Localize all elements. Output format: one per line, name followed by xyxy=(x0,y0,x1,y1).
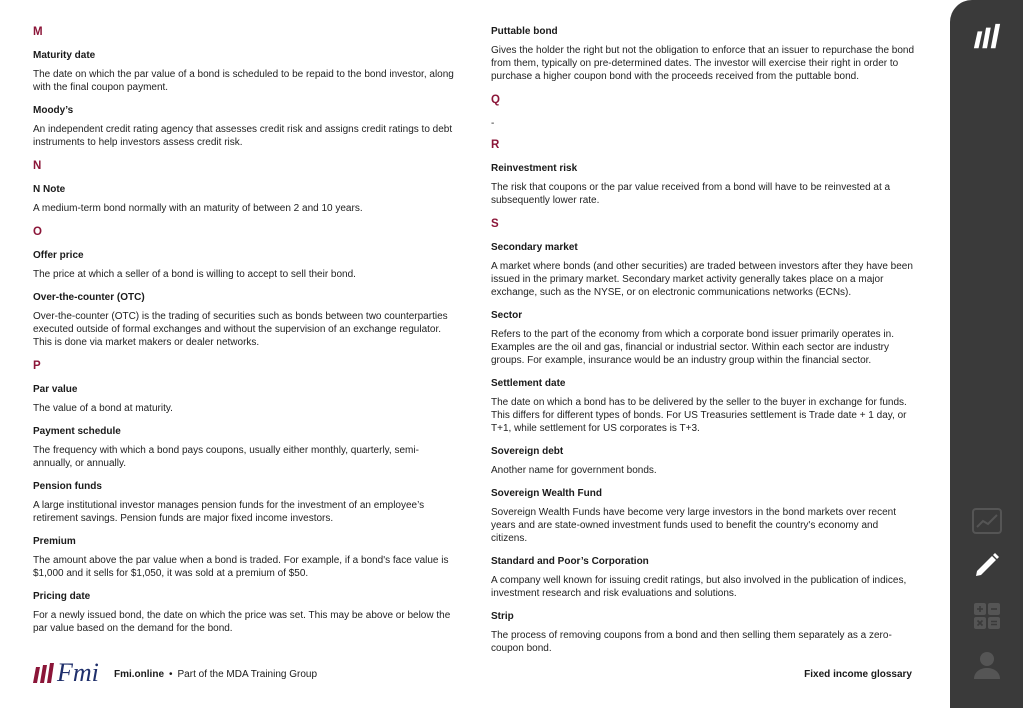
def-payment-schedule: The frequency with which a bond pays coupons, usually either monthly, quarterly, semi-annually, or annually. xyxy=(33,445,419,469)
section-letter-p: P xyxy=(33,360,41,372)
def-sovereign-debt: Another name for government bonds. xyxy=(491,465,657,476)
footer-dot: • xyxy=(169,669,173,680)
term-sector: Sector xyxy=(491,310,523,321)
def-par-value: The value of a bond at maturity. xyxy=(33,403,173,414)
term-moodys: Moody’s xyxy=(33,105,74,116)
right-column xyxy=(491,25,916,665)
footer-tagline: Part of the MDA Training Group xyxy=(177,669,318,680)
left-column xyxy=(33,25,458,645)
user-icon[interactable] xyxy=(972,650,1002,680)
def-secondary-market: A market where bonds (and other securities) are traded between investors after they have been issued in the primary market. Secondary market activity generally takes place on a major exchange, such as the NYSE, or on electronic communications networks (ECNs). xyxy=(491,261,913,298)
term-payment-schedule: Payment schedule xyxy=(33,426,121,437)
term-par-value: Par value xyxy=(33,384,78,395)
section-letter-m: M xyxy=(33,26,43,38)
section-letter-r: R xyxy=(491,139,500,151)
term-reinvestment-risk: Reinvestment risk xyxy=(491,163,578,174)
term-pricing-date: Pricing date xyxy=(33,591,91,602)
chart-icon[interactable] xyxy=(972,506,1002,536)
def-settlement-date: The date on which a bond has to be delivered by the seller to the buyer in exchange for funds. This differs for different types of bonds. For US Treasuries settlement is Trade date + 1 day, or T+1, while settlement for US corporates is T+3. xyxy=(491,397,907,434)
term-n-note: N Note xyxy=(33,184,66,195)
fmi-logo-text: Fmi xyxy=(57,658,99,687)
term-puttable-bond: Puttable bond xyxy=(491,26,558,37)
fmi-logo xyxy=(30,660,99,686)
def-moodys: An independent credit rating agency that assesses credit risk and assigns credit ratings to debt instruments to help investors assess credit risk. xyxy=(33,124,453,148)
section-letter-o: O xyxy=(33,226,42,238)
footer-site: Fmi.online xyxy=(114,669,164,680)
def-pension-funds: A large institutional investor manages pension funds for the investment of an employee’s retirement savings. Pension funds are major fixed income investors. xyxy=(33,500,425,524)
def-puttable-bond: Gives the holder the right but not the obligation to enforce that an issuer to repurchase the bond from them, typically on pre-determined dates. The investor will exercise their right in order to purchase a higher coupon bond with the proceeds received from the puttable bond. xyxy=(491,45,915,82)
section-letter-n: N xyxy=(33,160,42,172)
def-standard-and-poors: A company well known for issuing credit ratings, but also involved in the publication of indices, investment research and risk evaluations and solutions. xyxy=(491,575,907,599)
term-otc: Over-the-counter (OTC) xyxy=(33,292,145,303)
term-standard-and-poors: Standard and Poor’s Corporation xyxy=(491,556,649,567)
term-maturity-date: Maturity date xyxy=(33,50,96,61)
brand-logo-icon[interactable] xyxy=(972,22,1002,52)
term-strip: Strip xyxy=(491,611,514,622)
def-strip: The process of removing coupons from a bond and then selling them separately as a zero-coupon bond. xyxy=(491,630,892,654)
fmi-logo-bars-icon xyxy=(30,663,54,683)
def-premium: The amount above the par value when a bond is traded. For example, if a bond's face value is $1,000 and it sells for $1,050, it was sold at a premium of $50. xyxy=(33,555,449,579)
calculator-icon[interactable] xyxy=(972,601,1002,631)
def-reinvestment-risk: The risk that coupons or the par value received from a bond will have to be reinvested at a subsequently lower rate. xyxy=(491,182,891,206)
term-sovereign-wealth-fund: Sovereign Wealth Fund xyxy=(491,488,602,499)
def-sovereign-wealth-fund: Sovereign Wealth Funds have become very large investors in the bond markets over recent years and are state-owned investment funds used to benefit the country's economy and citizens. xyxy=(491,507,897,544)
section-letter-s: S xyxy=(491,218,499,230)
page-footer xyxy=(30,660,912,690)
footer-doc-title: Fixed income glossary xyxy=(804,669,912,680)
term-secondary-market: Secondary market xyxy=(491,242,578,253)
term-pension-funds: Pension funds xyxy=(33,481,102,492)
section-letter-q: Q xyxy=(491,94,500,106)
term-sovereign-debt: Sovereign debt xyxy=(491,446,564,457)
def-maturity-date: The date on which the par value of a bond is scheduled to be repaid to the bond investor, along with the final coupon payment. xyxy=(33,69,454,93)
term-premium: Premium xyxy=(33,536,76,547)
sidebar xyxy=(950,0,1023,708)
term-settlement-date: Settlement date xyxy=(491,378,566,389)
def-pricing-date: For a newly issued bond, the date on which the price was set. This may be above or below the par value based on the demand for the bond. xyxy=(33,610,451,634)
footer-brand xyxy=(114,669,317,680)
def-otc: Over-the-counter (OTC) is the trading of securities such as bonds between two counterparties executed outside of formal exchanges and without the supervision of an exchange regulator. This is done via market makers or dealer networks. xyxy=(33,311,448,348)
def-sector: Refers to the part of the economy from which a corporate bond issuer primarily operates in. Examples are the oil and gas, financial or industrial sector. Within each sector are industry groups. For example, insurance would be an industry group within the financial sector. xyxy=(491,329,894,366)
def-offer-price: The price at which a seller of a bond is willing to accept to sell their bond. xyxy=(33,269,356,280)
def-n-note: A medium-term bond normally with an maturity of between 2 and 10 years. xyxy=(33,203,363,214)
pencil-icon[interactable] xyxy=(972,550,1002,580)
term-offer-price: Offer price xyxy=(33,250,84,261)
section-q-empty: - xyxy=(491,118,495,129)
